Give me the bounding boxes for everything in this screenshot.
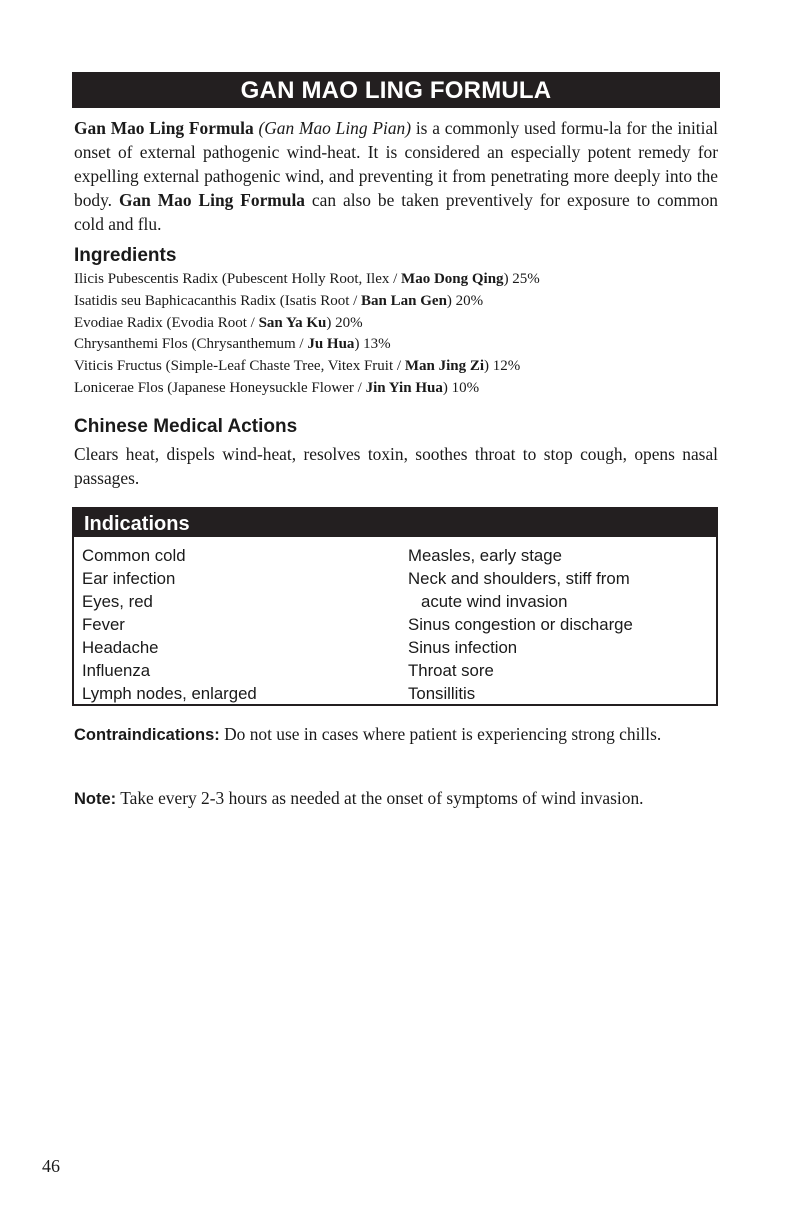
note-text: Take every 2-3 hours as needed at the onset of symptoms of wind invasion. <box>116 788 644 808</box>
indication-item: Sinus congestion or discharge <box>408 615 633 634</box>
indication-item-continued: acute wind invasion <box>421 592 568 611</box>
indication-item: Eyes, red <box>82 592 153 611</box>
indication-item: Ear infection <box>82 569 176 588</box>
page-number: 46 <box>42 1156 60 1176</box>
indication-item: Lymph nodes, enlarged <box>82 684 257 703</box>
intro-paragraph <box>74 116 718 236</box>
formula-name-2: Gan Mao Ling Formula <box>118 190 305 210</box>
ingredients-heading: Ingredients <box>74 245 177 266</box>
intro-text-2: can also be taken preventively for exposure to common cold and flu. <box>74 190 718 234</box>
indications-left-column <box>82 544 257 705</box>
indications-box <box>72 507 718 706</box>
note-label: Note: <box>74 790 117 808</box>
indication-item: Headache <box>82 638 159 657</box>
note-paragraph <box>74 786 734 811</box>
ingredient-item: Ilicis Pubescentis Radix (Pubescent Holly Root, Ilex / Mao Dong Qing) 25% <box>74 271 540 287</box>
indication-item: Neck and shoulders, stiff from <box>408 569 630 588</box>
ingredient-item: Evodiae Radix (Evodia Root / San Ya Ku) 20% <box>74 314 363 331</box>
contraindications-label: Contraindications: <box>74 726 220 744</box>
ingredients-list <box>74 269 718 400</box>
indication-item: Throat sore <box>408 661 494 680</box>
indications-right-column <box>408 544 633 705</box>
formula-pinyin: (Gan Mao Ling Pian) <box>258 118 412 138</box>
indication-item: Measles, early stage <box>408 546 562 565</box>
contraindications-text: Do not use in cases where patient is experiencing strong chills. <box>219 724 662 744</box>
indication-item: Fever <box>82 615 125 634</box>
contraindications-paragraph <box>74 722 718 747</box>
intro-text-1: is a commonly used formu-la for the initial onset of external pathogenic wind-heat. It is considered an especially potent remedy for expelling external pathogenic wind, and preventing it from penetrating more deeply into the body. <box>74 118 718 210</box>
ingredient-item: Viticis Fructus (Simple-Leaf Chaste Tree, Vitex Fruit / Man Jing Zi) 12% <box>74 358 521 375</box>
indication-item: Common cold <box>82 546 186 565</box>
ingredient-item: Chrysanthemi Flos (Chrysanthemum / Ju Hua) 13% <box>74 336 391 353</box>
actions-heading: Chinese Medical Actions <box>74 416 298 437</box>
indication-item: Tonsillitis <box>408 684 476 703</box>
indications-heading: Indications <box>74 509 716 537</box>
indication-item: Influenza <box>82 661 151 680</box>
page-title: GAN MAO LING FORMULA <box>72 72 720 108</box>
ingredient-item: Isatidis seu Baphicacanthis Radix (Isatis Root / Ban Lan Gen) 20% <box>74 292 484 309</box>
ingredient-item: Lonicerae Flos (Japanese Honeysuckle Flower / Jin Yin Hua) 10% <box>74 379 480 396</box>
actions-text: Clears heat, dispels wind-heat, resolves toxin, soothes throat to stop cough, opens nasal passages. <box>74 444 718 488</box>
indication-item: Sinus infection <box>408 638 518 657</box>
formula-name: Gan Mao Ling Formula <box>74 118 254 138</box>
